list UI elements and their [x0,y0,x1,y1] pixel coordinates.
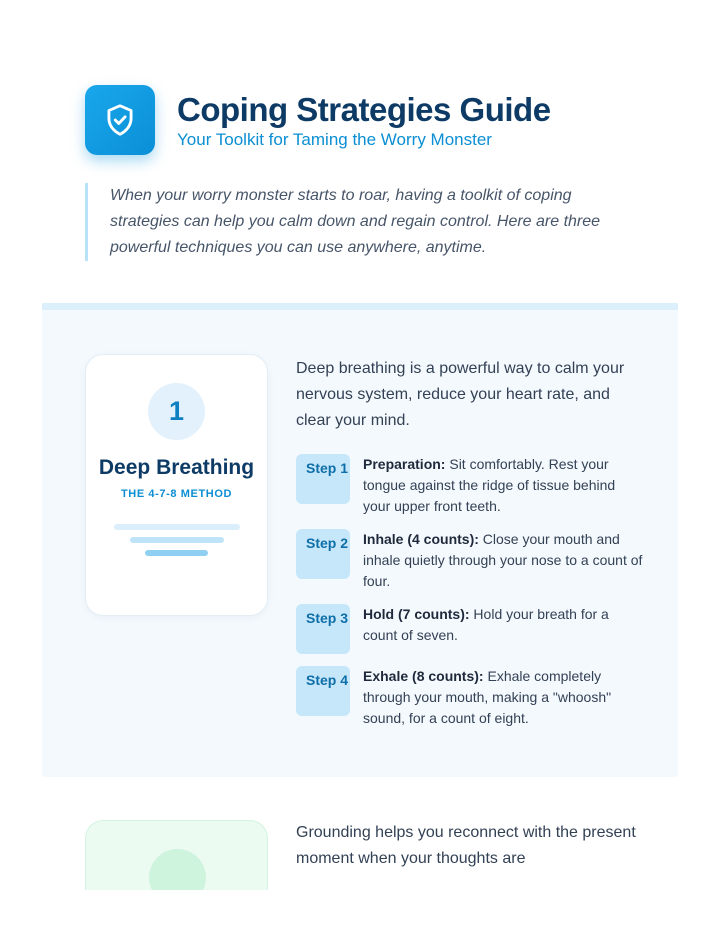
page-header [85,85,551,155]
decorative-bar [145,550,208,556]
step-item [296,604,646,654]
step-text: Inhale (4 counts): Close your mouth and inhale quietly through your nose to a count of four. [363,531,643,589]
decorative-bar [114,524,240,530]
step-item [296,529,646,592]
step-text: Preparation: Sit comfortably. Rest your tongue against the ridge of tissue behind your upper front teeth. [363,456,616,514]
step-badge: Step 3 [296,604,350,654]
strategy-section-deep-breathing [42,303,678,777]
step-badge: Step 1 [296,454,350,504]
step-item [296,454,646,517]
page-bottom-edge [0,890,720,932]
strategy-method: THE 4-7-8 METHOD [120,488,233,500]
strategy-lead: Deep breathing is a powerful way to calm your nervous system, reduce your heart rate, and clear your mind. [296,360,625,429]
decorative-bar [130,537,224,543]
page-title: Coping Strategies Guide [177,91,551,128]
strategy-title: Deep Breathing [98,456,255,479]
strategy-lead-grounding: Grounding helps you reconnect with the present moment when your thoughts are [296,824,636,867]
step-badge: Step 4 [296,666,350,716]
page-subtitle: Your Toolkit for Taming the Worry Monster [177,130,492,149]
intro-quote: When your worry monster starts to roar, having a toolkit of coping strategies can help you calm down and regain control. Here are three powerful techniques you can use anywhere, anytime. [85,183,645,261]
step-text: Exhale (8 counts): Exhale completely through your mouth, making a "whoosh" sound, for a count of eight. [363,668,612,726]
step-item [296,666,646,729]
strategy-card [85,354,268,616]
step-text: Hold (7 counts): Hold your breath for a count of seven. [363,606,609,643]
strategy-content [296,356,646,741]
step-list [296,454,646,729]
shield-check-icon [85,85,155,155]
strategy-number: 1 [148,383,205,440]
step-badge: Step 2 [296,529,350,579]
